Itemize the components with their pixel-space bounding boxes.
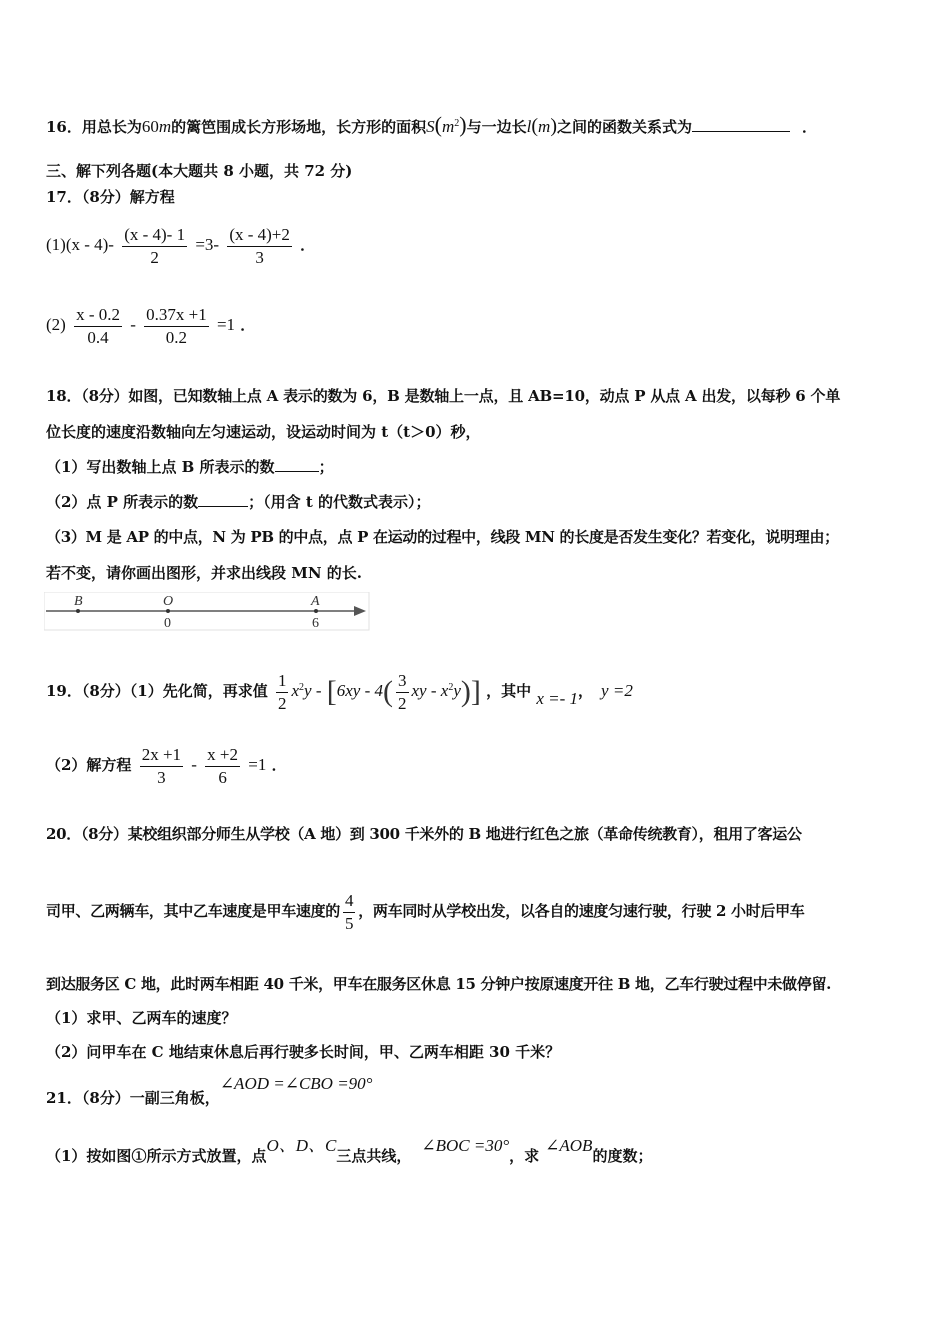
q20-sub-2: （2）问甲车在 C 地结束休息后再行驶多长时间，甲、乙两车相距 30 千米？ [46,1043,561,1061]
q18-sub2-blank[interactable] [198,492,248,507]
point-a-marker [314,609,318,613]
q17-eq1-frac-2: $\frac{(x - 4)+2}{3}$ [229,224,290,267]
q20-line-3: 到达服务区 C 地，此时两车相距 40 千米，甲车在服务区休息 15 分钟户按原速度开往 B 地，乙车行驶过程中未做停留. [46,975,832,993]
label-o: O [163,594,174,609]
label-b: B [74,594,83,609]
number-line-figure [44,592,370,632]
tick-label-6: 6 [312,616,319,631]
q19-eq-frac-1: $\frac{2x +1}{3}$ [141,744,182,787]
q17-eq2-frac-2: $\frac{0.37x +1}{0.2}$ [146,304,207,347]
q19-part-2: （2）解方程 $\frac{2x +1}{3}$ - $\frac{x +2}{6}$ =1 ． [46,744,287,787]
q20-line-2: 司甲、乙两辆车，其中乙车速度是甲车速度的 $\frac{4}{5}$ ，两车同时从学校出发，以各自的速度匀速行驶，行驶 2 小时后甲车 [46,890,805,933]
q17-eq1-frac-1: $\frac{(x - 4)- 1}{2}$ [124,224,186,267]
q16-length: 60 [141,117,159,136]
q18-line-1: 18．（8分）如图，已知数轴上点 A 表示的数为 6，B 是数轴上一点，且 AB=10，动点 P 从点 A 出发，以每秒 6 个单 [46,387,841,405]
q20-four-fifths-frac: $\frac{4}{5}$ [345,890,354,933]
point-o-marker [166,609,170,613]
point-b-marker [76,609,80,613]
section-3-header: 三、解下列各题(本大题共 8 小题，共 72 分) [46,162,353,180]
q18-sub-2: （2）点 P 所表示的数 ；（用含 t 的代数式表示）； [46,493,431,511]
q17-title: 17．（8分）解方程 [46,188,175,206]
q20-line-1: 20．（8分）某校组织部分师生从学校（A 地）到 300 千米外的 B 地进行红色之旅（革命传统教育），租用了客运公 [46,825,802,843]
q19-half-frac: $\frac{1}{2}$ [277,670,287,713]
q21-lead: 21．（8分）一副三角板，∠AOD =∠CBO =90° [46,1074,373,1107]
q19-part-1: 19．（8分）（1）先化简，再求值 $\frac{1}{2}$ $x^2y - [6xy - 4$( $\frac{3}{2}$ xy - $x^2y$)] ，其中 x =- 1， y =2 [46,670,633,713]
q21-sub-1: （1）按如图①所示方式放置，点O、D、C三点共线，∠BOC =30°，求∠AOB的度数； [46,1136,653,1165]
q18-sub-3a: （3）M 是 AP 的中点，N 为 PB 的中点，点 P 在运动的过程中，线段 MN 的长度是否发生变化？若变化，说明理由； [46,528,839,546]
q18-line-2: 位长度的速度沿数轴向左匀速运动，设运动时间为 t（t＞0）秒， [46,423,481,441]
q18-sub-3b: 若不变，请你画出图形，并求出线段 MN 的长. [46,564,362,582]
q18-sub-1: （1）写出数轴上点 B 所表示的数 ； [46,458,334,476]
q19-eq-frac-2: $\frac{x +2}{6}$ [207,744,239,787]
q16-line: 16．用总长为60m的篱笆围成长方形场地，长方形的面积$S(m^2)$与一边长l(m)之间的函数关系式为 ． [46,112,818,137]
q20-sub-1: （1）求甲、乙两车的速度？ [46,1009,237,1027]
q16-answer-blank[interactable] [692,117,790,132]
q17-equation-1: (1)(x - 4)- $\frac{(x - 4)- 1}{2}$ =3- $\frac{(x - 4)+2}{3}$ ． [46,224,316,267]
q19-three-halves-frac: $\frac{3}{2}$ [398,670,407,713]
q17-eq2-frac-1: $\frac{x - 0.2}{0.4}$ [76,304,120,347]
q17-equation-2: (2) $\frac{x - 0.2}{0.4}$ - $\frac{0.37x +1}{0.2}$ =1 ． [46,304,256,347]
tick-label-0: 0 [164,616,171,631]
q18-sub1-blank[interactable] [275,457,319,472]
q21-angles: ∠AOD =∠CBO =90° [219,1074,373,1093]
label-a: A [311,594,320,609]
